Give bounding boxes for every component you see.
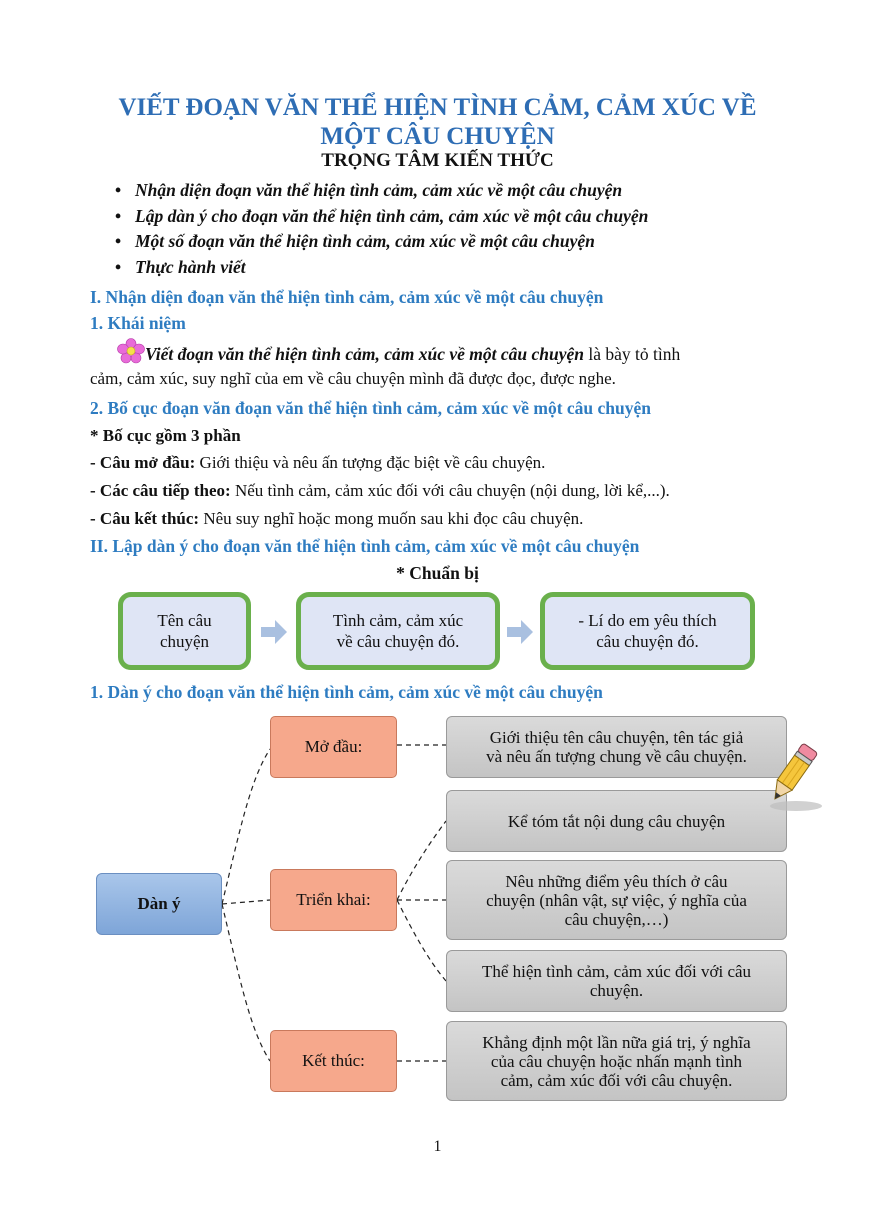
leaf-summary	[446, 790, 787, 852]
layout-part-label: - Các câu tiếp theo:	[90, 481, 231, 500]
leaf-line: Kể tóm tắt nội dung câu chuyện	[507, 811, 726, 831]
section-1-heading: I. Nhận diện đoạn văn thể hiện tình cảm, cảm xúc về một câu chuyện	[90, 287, 604, 307]
outline-root: Dàn ý	[96, 873, 222, 935]
leaf-line: Thể hiện tình cảm, cảm xúc đối với câu	[481, 962, 752, 981]
layout-part-label: - Câu kết thúc:	[90, 509, 200, 528]
leaf-line: Nêu những điểm yêu thích ở câu	[505, 871, 728, 891]
leaf-line: chuyện (nhân vật, sự việc, ý nghĩa của	[486, 890, 747, 910]
concept-heading: 1. Khái niệm	[90, 313, 186, 333]
layout-part	[90, 451, 545, 475]
leaf-feelings	[446, 950, 787, 1012]
arrow-right-icon	[507, 620, 533, 644]
leaf-line: của câu chuyện hoặc nhấn mạnh tình	[490, 1051, 743, 1071]
connector-root-body	[222, 900, 270, 904]
layout-part-text: Nêu suy nghĩ hoặc mong muốn sau khi đọc câu chuyện.	[199, 509, 584, 528]
page-number: 1	[433, 1138, 442, 1155]
layout-part	[90, 479, 670, 503]
prep-box-line: về câu chuyện đó.	[336, 632, 460, 651]
layout-part	[90, 507, 583, 531]
focus-item: • Thực hành viết	[115, 255, 648, 281]
leaf-line: và nêu ấn tượng chung về câu chuyện.	[486, 747, 747, 766]
layout-part-text: Nếu tình cảm, cảm xúc đối với câu chuyện (nội dung, lời kể,...).	[230, 481, 670, 500]
focus-item: • Một số đoạn văn thể hiện tình cảm, cảm xúc về một câu chuyện	[115, 229, 648, 255]
prep-box-line: câu chuyện đó.	[596, 632, 699, 651]
concept-rest: là bày tỏ tình	[583, 344, 681, 364]
outline-heading: 1. Dàn ý cho đoạn văn thể hiện tình cảm, cảm xúc về một câu chuyện	[90, 682, 603, 702]
flower-icon	[117, 338, 145, 364]
prep-box-line: chuyện	[159, 632, 210, 651]
leaf-favorites	[446, 860, 787, 940]
connector-body-summary	[397, 821, 446, 900]
focus-item: • Nhận diện đoạn văn thể hiện tình cảm, cảm xúc về một câu chuyện	[115, 178, 648, 204]
layout-part-label: - Câu mở đầu:	[90, 453, 196, 472]
prep-box-line: - Lí do em yêu thích	[578, 611, 717, 630]
focus-list	[115, 178, 648, 280]
page-subtitle: TRỌNG TÂM KIẾN THỨC	[321, 150, 554, 171]
prep-box-line: Tên câu	[157, 611, 212, 630]
connector-body-feelings	[397, 900, 446, 981]
leaf-ending	[446, 1021, 787, 1101]
prep-heading: * Chuẩn bị	[396, 563, 479, 583]
focus-item: • Lập dàn ý cho đoạn văn thể hiện tình cảm, cảm xúc về một câu chuyện	[115, 204, 648, 230]
prep-box-reason	[540, 592, 755, 670]
branch-intro: Mở đầu:	[270, 716, 397, 778]
layout-intro: * Bố cục gồm 3 phần	[90, 426, 241, 445]
leaf-intro	[446, 716, 787, 778]
pencil-icon	[758, 740, 824, 812]
section-2-heading: II. Lập dàn ý cho đoạn văn thể hiện tình cảm, cảm xúc về một câu chuyện	[90, 536, 640, 556]
prep-box-feelings	[296, 592, 500, 670]
leaf-line: chuyện.	[589, 981, 644, 1000]
branch-ending: Kết thúc:	[270, 1030, 397, 1092]
title-line-2: MỘT CÂU CHUYỆN	[320, 123, 555, 150]
branch-body: Triển khai:	[270, 869, 397, 931]
concept-line-1	[145, 342, 680, 366]
leaf-line: cảm, cảm xúc đối với câu chuyện.	[500, 1070, 733, 1090]
leaf-line: câu chuyện,…)	[564, 909, 669, 929]
connector-root-intro	[222, 749, 270, 904]
connector-root-end	[222, 904, 270, 1061]
prep-box-story-name	[118, 592, 251, 670]
page-title	[60, 93, 815, 151]
concept-line-2: cảm, cảm xúc, suy nghĩ của em về câu chuyện mình đã được đọc, được nghe.	[90, 369, 616, 388]
arrow-right-icon	[261, 620, 287, 644]
layout-heading: 2. Bố cục đoạn văn đoạn văn thể hiện tình cảm, cảm xúc về một câu chuyện	[90, 398, 652, 418]
leaf-line: Giới thiệu tên câu chuyện, tên tác giả	[489, 728, 744, 747]
title-line-1: VIẾT ĐOẠN VĂN THỂ HIỆN TÌNH CẢM, CẢM XÚC VỀ	[118, 94, 757, 121]
concept-term: Viết đoạn văn thể hiện tình cảm, cảm xúc về một câu chuyện	[145, 344, 584, 364]
leaf-line: Khẳng định một lần nữa giá trị, ý nghĩa	[482, 1032, 751, 1052]
layout-part-text: Giới thiệu và nêu ấn tượng đặc biệt về câu chuyện.	[195, 453, 546, 472]
prep-box-line: Tình cảm, cảm xúc	[332, 611, 464, 630]
